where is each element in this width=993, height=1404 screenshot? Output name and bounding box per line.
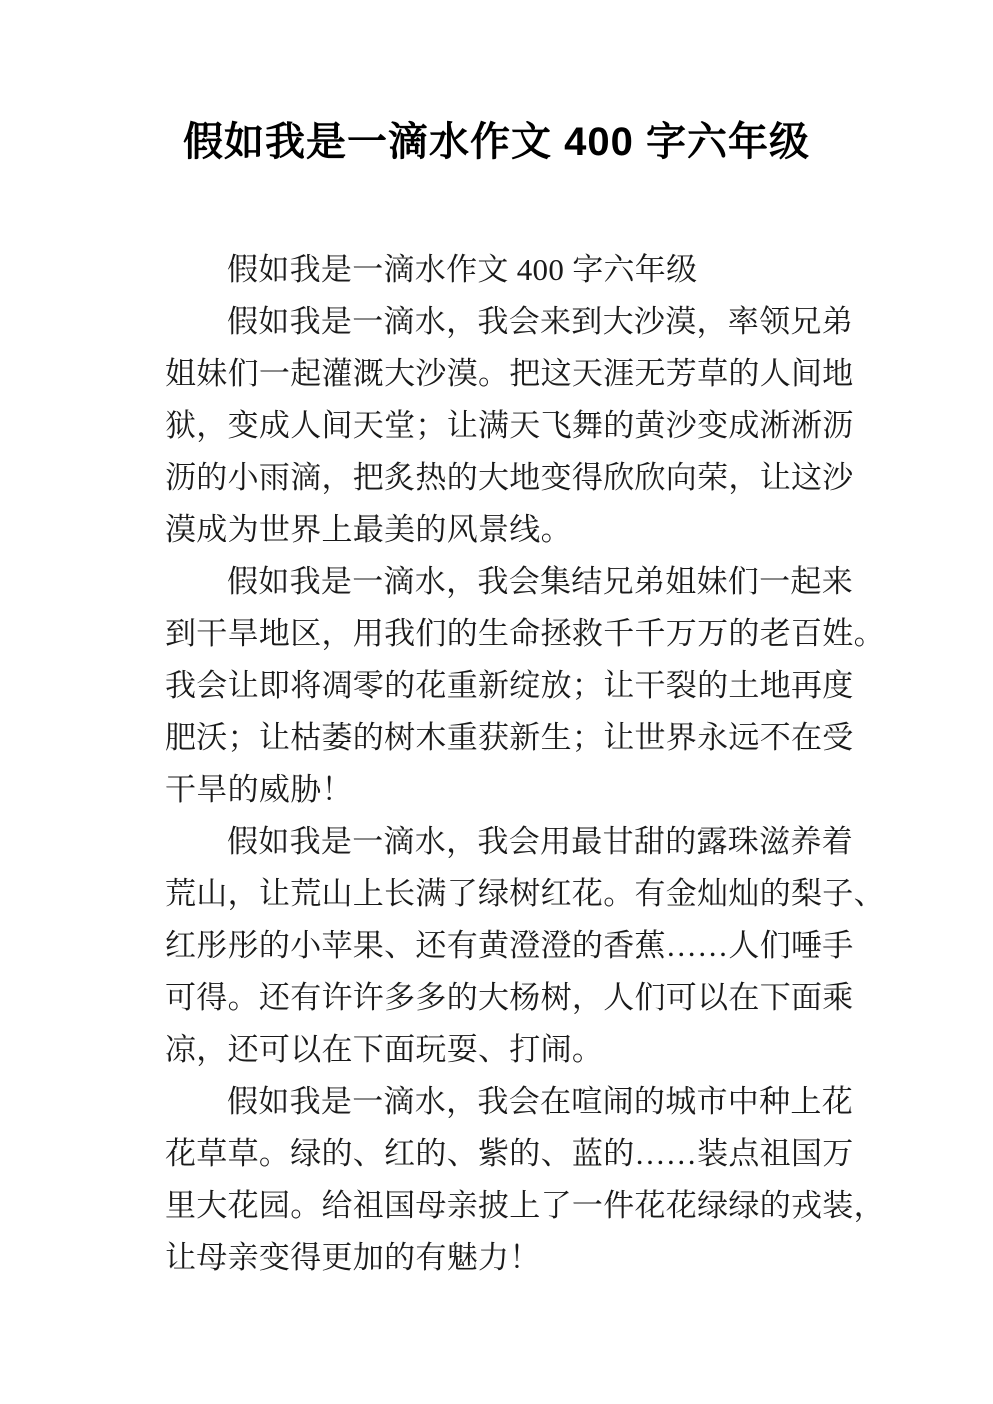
document-body [165,244,885,1284]
text-line: 假如我是一滴水，我会来到大沙漠，率领兄弟 [227,304,853,339]
paragraph-2 [165,556,885,816]
paragraph-subtitle [165,244,857,296]
text-line: 假如我是一滴水，我会在喧闹的城市中种上花 [227,1084,853,1119]
text-line: 姐妹们一起灌溉大沙漠。把这天涯无芳草的人间地 [165,356,854,391]
paragraph-1 [165,296,857,556]
text-line: 假如我是一滴水作文 400 字六年级 [227,252,698,287]
text-line: 到干旱地区，用我们的生命拯救千千万万的老百姓。 [165,616,885,651]
text-line: 肥沃；让枯萎的树木重获新生；让世界永远不在受 [165,720,854,755]
paragraph-4 [165,1076,885,1284]
text-line: 让母亲变得更加的有魅力！ [165,1240,541,1275]
paragraph-3 [165,816,885,1076]
text-line: 假如我是一滴水，我会用最甘甜的露珠滋养着 [227,824,853,859]
text-line: 红彤彤的小苹果、还有黄澄澄的香蕉……人们唾手 [165,928,854,963]
text-line: 假如我是一滴水，我会集结兄弟姐妹们一起来 [227,564,853,599]
text-line: 沥的小雨滴，把炙热的大地变得欣欣向荣，让这沙 [165,460,854,495]
text-line: 可得。还有许许多多的大杨树，人们可以在下面乘 [165,980,854,1015]
text-line: 漠成为世界上最美的风景线。 [165,512,572,547]
text-line: 里大花园。给祖国母亲披上了一件花花绿绿的戎装， [165,1188,885,1223]
text-line: 狱，变成人间天堂；让满天飞舞的黄沙变成淅淅沥 [165,408,854,443]
text-line: 我会让即将凋零的花重新绽放；让干裂的土地再度 [165,668,854,703]
text-line: 凉，还可以在下面玩耍、打闹。 [165,1032,604,1067]
text-line: 荒山，让荒山上长满了绿树红花。有金灿灿的梨子、 [165,876,885,911]
document-title: 假如我是一滴水作文 400 字六年级 [183,120,810,164]
text-line: 干旱的威胁！ [165,772,353,807]
text-line: 花草草。绿的、红的、紫的、蓝的……装点祖国万 [165,1136,854,1171]
